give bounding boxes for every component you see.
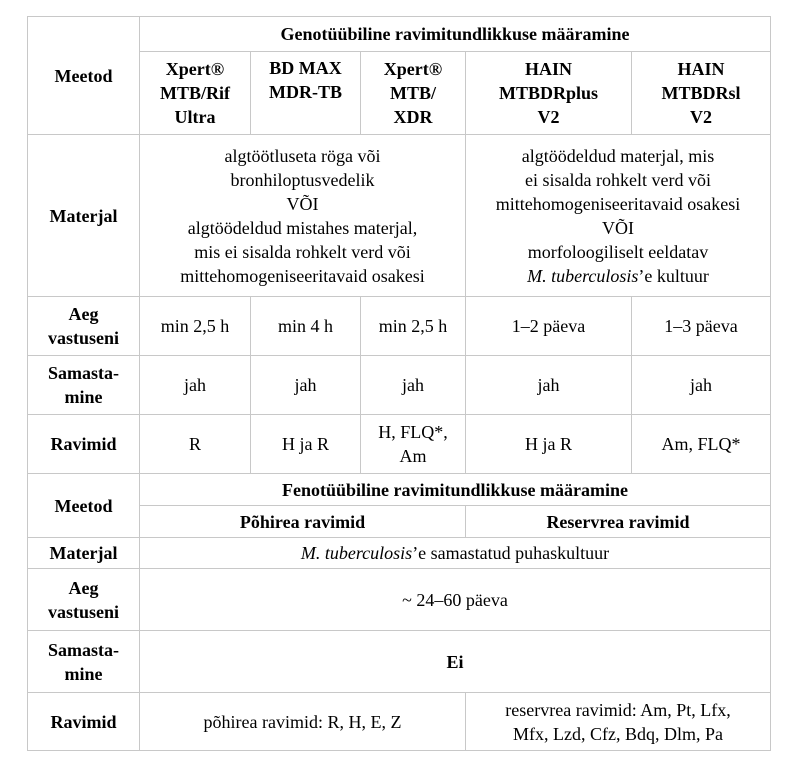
geno-material-label: Materjal bbox=[28, 135, 140, 297]
pheno-time-value: ~ 24–60 päeva bbox=[140, 569, 771, 631]
method-hain-mtbdrplus: HAIN MTBDRplus V2 bbox=[466, 52, 632, 135]
geno-drugs-label: Ravimid bbox=[28, 415, 140, 474]
method-hain-mtbdrsl: HAIN MTBDRsl V2 bbox=[632, 52, 771, 135]
pheno-drugs-first-line: põhirea ravimid: R, H, E, Z bbox=[140, 693, 466, 751]
geno-material-right: algtöödeldud materjal, mis ei sisalda rohkelt verd või mittehomogeniseeritavaid osakesi VÕI morfoloogiliselt eeldatav M. tuberculosis’e kultuur bbox=[466, 135, 771, 297]
geno-section-title: Genotüübiline ravimitundlikkuse määramine bbox=[140, 17, 771, 52]
geno-material-left: algtöötluseta röga või bronhiloptusvedelik VÕI algtöödeldud mistahes materjal, mis ei sisalda rohkelt verd või mittehomogeniseeritavaid osakesi bbox=[140, 135, 466, 297]
comp-value: jah bbox=[466, 356, 632, 415]
drugs-value: H ja R bbox=[251, 415, 361, 474]
drugs-value: H, FLQ*, Am bbox=[361, 415, 466, 474]
pheno-section-title: Fenotüübiline ravimitundlikkuse määramine bbox=[140, 474, 771, 506]
pheno-material-value: M. tuberculosis’e samastatud puhaskultuur bbox=[140, 538, 771, 569]
pheno-time-label: Aeg vastuseni bbox=[28, 569, 140, 631]
pheno-drugs-second-line: reservrea ravimid: Am, Pt, Lfx, Mfx, Lzd, Cfz, Bdq, Dlm, Pa bbox=[466, 693, 771, 751]
pheno-drugs-label: Ravimid bbox=[28, 693, 140, 751]
time-value: min 4 h bbox=[251, 297, 361, 356]
pheno-comp-value: Ei bbox=[140, 631, 771, 693]
method-bd-max: BD MAX MDR-TB bbox=[251, 52, 361, 135]
pheno-material-label: Materjal bbox=[28, 538, 140, 569]
comp-value: jah bbox=[361, 356, 466, 415]
drugs-value: H ja R bbox=[466, 415, 632, 474]
comp-value: jah bbox=[140, 356, 251, 415]
geno-comp-label: Samasta- mine bbox=[28, 356, 140, 415]
comp-value: jah bbox=[251, 356, 361, 415]
comp-value: jah bbox=[632, 356, 771, 415]
method-xpert-xdr: Xpert® MTB/ XDR bbox=[361, 52, 466, 135]
geno-time-label: Aeg vastuseni bbox=[28, 297, 140, 356]
drug-susceptibility-table bbox=[27, 16, 771, 751]
pheno-method-label: Meetod bbox=[28, 474, 140, 538]
time-value: min 2,5 h bbox=[361, 297, 466, 356]
time-value: 1–2 päeva bbox=[466, 297, 632, 356]
pheno-comp-label: Samasta- mine bbox=[28, 631, 140, 693]
time-value: min 2,5 h bbox=[140, 297, 251, 356]
drugs-value: R bbox=[140, 415, 251, 474]
time-value: 1–3 päeva bbox=[632, 297, 771, 356]
pheno-first-line-header: Põhirea ravimid bbox=[140, 506, 466, 538]
pheno-second-line-header: Reservrea ravimid bbox=[466, 506, 771, 538]
method-xpert-ultra: Xpert® MTB/Rif Ultra bbox=[140, 52, 251, 135]
drugs-value: Am, FLQ* bbox=[632, 415, 771, 474]
geno-method-label: Meetod bbox=[28, 17, 140, 135]
